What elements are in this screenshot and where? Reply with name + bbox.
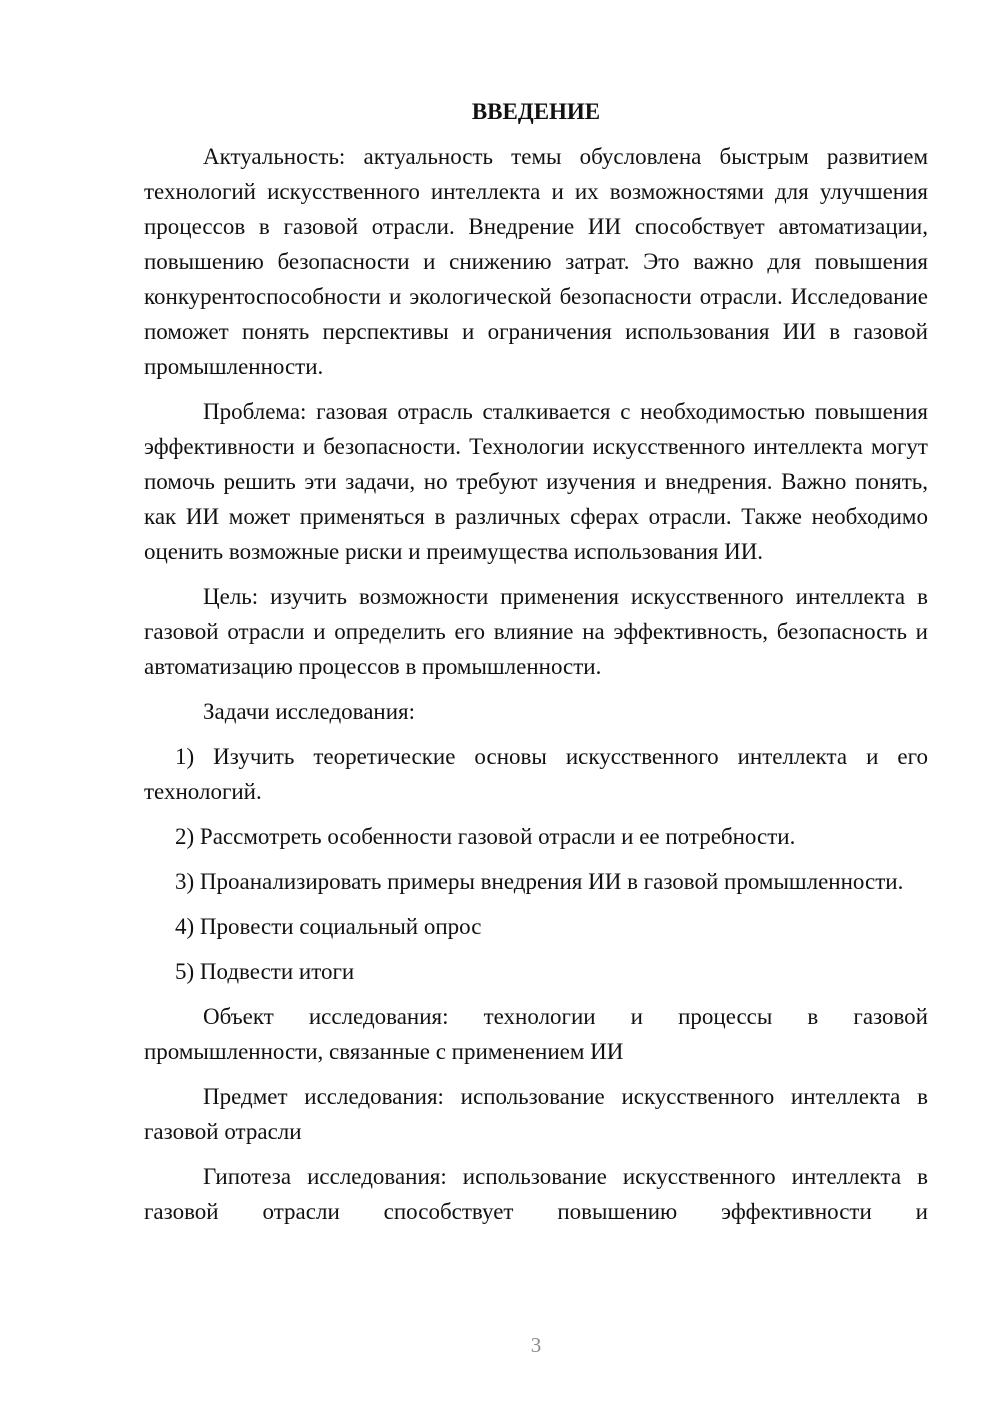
tasks-heading: Задачи исследования: [203,699,416,724]
goal-paragraph: Цель: изучить возможности применения искусственного интеллекта в газовой отрасли и определить его влияние на эффективность, безопасность и автоматизацию процессов в промышленности. [144,584,928,679]
task-item-4: 4) Провести социальный опрос [175,914,482,939]
relevance-paragraph: Актуальность: актуальность темы обусловлена быстрым развитием технологий искусственного интеллекта и их возможностями для улучшения процессов в газовой отрасли. Внедрение ИИ способствует автоматизации, повышению безопасности и снижению затрат. Это важно для повышения конкурентоспособности и экологической безопасности отрасли. Исследование поможет понять перспективы и ограничения использования ИИ в газовой промышленности. [144,144,928,379]
task-item-3: 3) Проанализировать примеры внедрения ИИ в газовой промышленности. [175,869,904,894]
problem-paragraph: Проблема: газовая отрасль сталкивается с необходимостью повышения эффективности и безопасности. Технологии искусственного интеллекта могут помочь решить эти задачи, но требуют изучения и внедрения. Важно понять, как ИИ может применяться в различных сферах отрасли. Также необходимо оценить возможные риски и преимущества использования ИИ. [144,399,928,564]
task-item-1: 1) Изучить теоретические основы искусственного интеллекта и его технологий. [144,744,928,804]
page-content [144,94,928,1229]
subject-paragraph: Предмет исследования: использование искусственного интеллекта в газовой отрасли [144,1084,928,1144]
object-paragraph: Объект исследования: технологии и процессы в газовой промышленности, связанные с применением ИИ [144,1004,928,1064]
task-item-5: 5) Подвести итоги [175,959,355,984]
task-item-2: 2) Рассмотреть особенности газовой отрасли и ее потребности. [175,824,796,849]
page-number: 3 [530,1333,542,1357]
page-title: ВВЕДЕНИЕ [471,99,601,124]
hypothesis-paragraph: Гипотеза исследования: использование искусственного интеллекта в газовой отрасли способствует повышению эффективности и [144,1164,928,1224]
